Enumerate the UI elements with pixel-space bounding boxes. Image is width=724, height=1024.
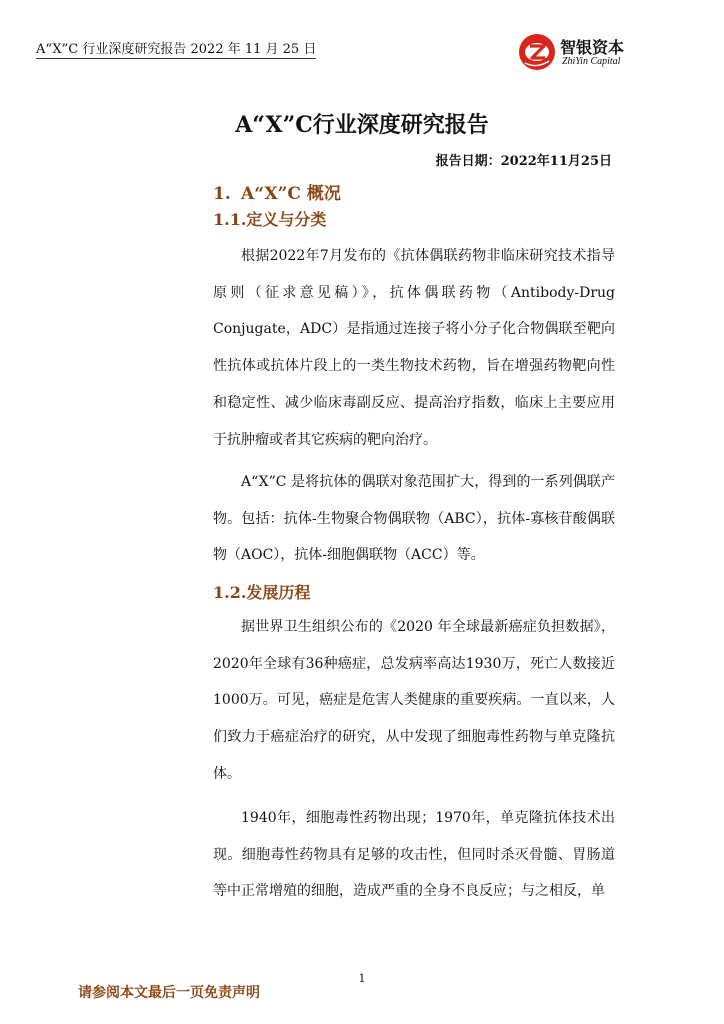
company-logo (518, 33, 638, 73)
paragraph-definition: 根据2022年7月发布的《抗体偶联药物非临床研究技术指导原则（征求意见稿）》，抗体偶联药物（Antibody-Drug Conjugate，ADC）是指通过连接子将小分子化合物偶联至靶向性抗体或抗体片段上的一类生物技术药物，旨在增强药物靶向性和稳定性、减少临床毒副反应、提高治疗指数，临床上主要应用于抗肿瘤或者其它疾病的靶向治疗。 (213, 248, 615, 448)
document-title: A“X”C行业深度研究报告 (235, 112, 489, 138)
section-1-number: 1. (213, 184, 231, 204)
logo-english-name: ZhiYin Capital (562, 56, 621, 67)
zhiyin-logo-icon (518, 33, 556, 71)
header-report-label: A“X”C 行业深度研究报告 2022 年 11 月 25 日 (36, 38, 316, 59)
section-1-1-heading: 1.1.定义与分类 (213, 210, 327, 229)
section-1-heading (213, 179, 341, 204)
section-1-title: A“X”C 概况 (241, 184, 341, 204)
section-1-2-heading: 1.2.发展历程 (213, 583, 311, 602)
paragraph-axc-scope: A“X”C 是将抗体的偶联对象范围扩大，得到的一系列偶联产物。包括：抗体-生物聚合物偶联物（ABC），抗体-寡核苷酸偶联物（AOC），抗体-细胞偶联物（ACC）等。 (213, 474, 615, 564)
logo-chinese-name: 智银资本 (560, 38, 625, 57)
disclaimer-note: 请参阅本文最后一页免责声明 (78, 985, 260, 1001)
paragraph-history: 1940年，细胞毒性药物出现；1970年，单克隆抗体技术出现。细胞毒性药物具有足够的攻击性，但同时杀灭骨髓、胃肠道等中正常增殖的细胞，造成严重的全身不良反应；与之相反，单 (213, 810, 615, 900)
paragraph-cancer-burden: 据世界卫生组织公布的《2020 年全球最新癌症负担数据》，2020年全球有36种癌症，总发病率高达1930万，死亡人数接近1000万。可见，癌症是危害人类健康的重要疾病。一直以来，人们致力于癌症治疗的研究，从中发现了细胞毒性药物与单克隆抗体。 (213, 619, 615, 782)
report-date: 报告日期：2022年11月25日 (435, 154, 612, 169)
page-number: 1 (358, 972, 366, 985)
